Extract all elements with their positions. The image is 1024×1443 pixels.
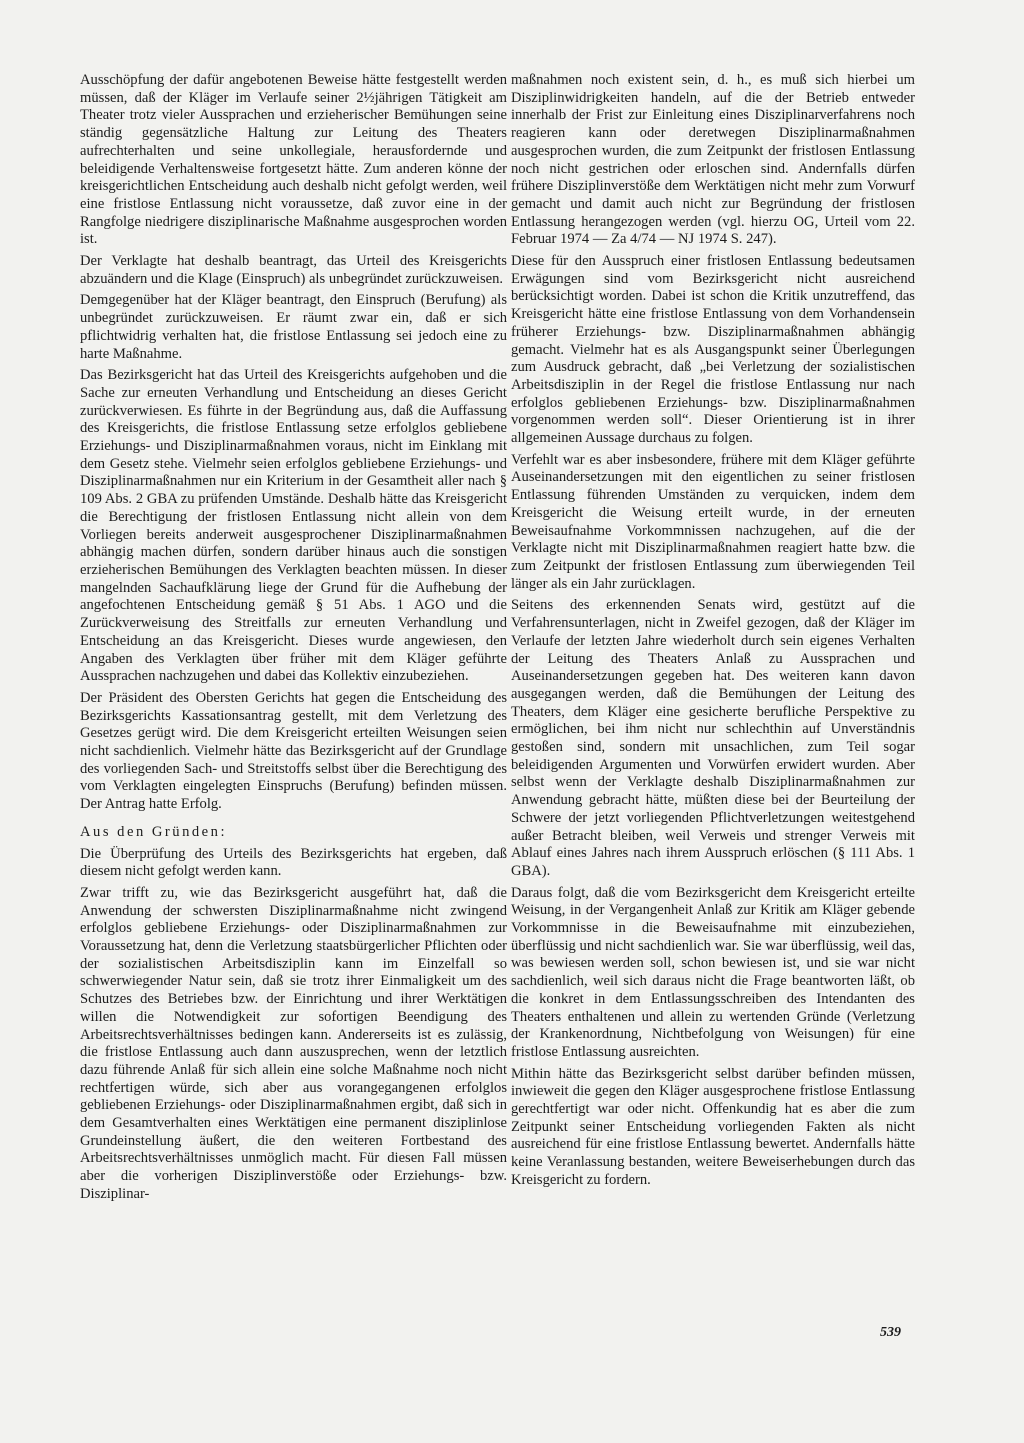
paragraph: Verfehlt war es aber insbesondere, frühere mit dem Kläger geführte Auseinandersetzungen mit den eigentlichen zu seiner fristlosen Entlassung führenden Umständen zu verquicken, indem dem Kreisgericht die Weisung erteilt wurde, in der erneuten Beweisaufnahme Vorkommnissen nachzugehen, auf die der Verklagte nicht mit Disziplinarmaßnahmen reagiert hatte bzw. die zum Zeitpunkt der fristlosen Entlassung zum überwiegenden Teil länger als ein Jahr zurücklagen. [511, 451, 915, 592]
paragraph: Das Bezirksgericht hat das Urteil des Kreisgerichts aufgehoben und die Sache zur erneuten Verhandlung und Entscheidung an dieses Gericht zurückverwiesen. Es führte in der Begründung aus, daß die Auffassung des Kreisgerichts, die fristlose Entlassung setze erfolglos gebliebene Erziehungs- und Disziplinarmaßnahmen voraus, nicht im Einklang mit dem Gesetz stehe. Vielmehr seien erfolglos gebliebene Erziehungs- und Disziplinarmaßnahmen nur ein Kriterium in der Gesamtheit aller nach § 109 Abs. 2 GBA zu prüfenden Umstände. Deshalb hätte das Kreisgericht die Berechtigung der fristlosen Entlassung nicht allein von dem Vorliegen bereits anderweit ausgesprochener Disziplinarmaßnahmen abhängig machen dürfen, sondern darüber hinaus auch die sonstigen erzieherischen Bemühungen des Verklagten beachten müssen. In dieser mangelnden Sachaufklärung liege der Grund für die Aufhebung der angefochtenen Entscheidung gemäß § 51 Abs. 1 AGO und die Zurückverweisung des Streitfalls zur erneuten Verhandlung und Entscheidung an das Kreisgericht. Dieses wurde angewiesen, den Angaben des Verklagten über früher mit dem Kläger geführte Aussprachen nachzugehen und dabei das Kollektiv einzubeziehen. [80, 367, 507, 685]
paragraph: Diese für den Ausspruch einer fristlosen Entlassung bedeutsamen Erwägungen sind vom Bezirksgericht nicht ausreichend berücksichtigt worden. Dabei ist schon die Kritik unzutreffend, das Kreisgericht hätte eine fristlose Entlassung von dem Vorhandensein früherer Erziehungs- bzw. Disziplinarmaßnahmen abhängig gemacht. Vielmehr hat es als Ausgangspunkt seiner Überlegungen zum Ausdruck gebracht, daß „bei Verletzung der sozialistischen Arbeitsdisziplin in der Regel die fristlose Entlassung nur nach erfolglos gebliebenen Erziehungs- bzw. Disziplinarmaßnahmen vorgenommen werden soll“. Dieser Orientierung ist in ihrer allgemeinen Aussage durchaus zu folgen. [511, 253, 915, 447]
section-heading: Aus den Gründen: [80, 823, 228, 840]
paragraph: maßnahmen noch existent sein, d. h., es muß sich hierbei um Disziplinwidrigkeiten handeln, auf die der Betrieb entweder innerhalb der Frist zur Einleitung eines Disziplinarverfahrens noch reagieren kann oder deretwegen Disziplinarmaßnahmen ausgesprochen wurden, die zum Zeitpunkt der fristlosen Entlassung noch nicht gestrichen oder erloschen sind. Andernfalls dürfen frühere Disziplinverstöße dem Werktätigen nicht mehr zum Vorwurf gemacht und damit auch nicht zur Begründung der fristlosen Entlassung herangezogen werden (vgl. hierzu OG, Urteil vom 22. Februar 1974 — Za 4/74 — NJ 1974 S. 247). [511, 72, 915, 248]
paragraph: Daraus folgt, daß die vom Bezirksgericht dem Kreisgericht erteilte Weisung, in der Vergangenheit Anlaß zur Kritik am Kläger gebende Vorkommnisse in die Beweisaufnahme mit einzubeziehen, überflüssig und nicht sachdienlich war. Sie war überflüssig, weil das, was bewiesen werden soll, schon bewiesen ist, und sie war nicht sachdienlich, weil sich daraus nicht die Frage beantworten läßt, ob die konkret in dem Entlassungsschreiben des Intendanten des Theaters enthaltenen und allein zu wertenden Gründe (Verletzung der Krankenordnung, Nichtbefolgung von Weisungen) für eine fristlose Entlassung ausreichten. [511, 884, 915, 1060]
page-number: 539 [880, 1325, 901, 1340]
paragraph: Mithin hätte das Bezirksgericht selbst darüber befinden müssen, inwieweit die gegen den Kläger ausgesprochene fristlose Entlassung gerechtfertigt war oder nicht. Offenkundig hat es aber die zum Zeitpunkt seiner Entscheidung vorliegenden Fakten als nicht ausreichend für eine fristlose Entlassung bewertet. Andernfalls hätte keine Veranlassung bestanden, weitere Beweiserhebungen durch das Kreisgericht zu fordern. [511, 1065, 915, 1188]
paragraph: Ausschöpfung der dafür angebotenen Beweise hätte festgestellt werden müssen, daß der Kläger im Verlaufe seiner 2½jährigen Tätigkeit am Theater trotz vieler Aussprachen und erzieherischer Bemühungen seine ständig gegensätzliche Haltung zur Leitung des Theaters aufrechterhalten und seine unkollegiale, herausfordernde und beleidigende Verhaltensweise fortgesetzt hätte. Zum anderen könne der kreisgerichtlichen Entscheidung auch deshalb nicht gefolgt werden, weil eine fristlose Entlassung nicht voraussetze, daß zuvor eine in der Rangfolge niedrigere disziplinarische Maßnahme ausgesprochen worden ist. [80, 72, 507, 248]
left-column [80, 72, 507, 1208]
paragraph: Demgegenüber hat der Kläger beantragt, den Einspruch (Berufung) als unbegründet zurückzuweisen. Er räumt zwar ein, daß er sich pflichtwidrig verhalten hat, die fristlose Entlassung sei jedoch eine zu harte Maßnahme. [80, 292, 507, 362]
paragraph: Der Verklagte hat deshalb beantragt, das Urteil des Kreisgerichts abzuändern und die Klage (Einspruch) als unbegründet zurückzuweisen. [80, 253, 507, 287]
right-column [511, 72, 915, 1194]
paragraph: Zwar trifft zu, wie das Bezirksgericht ausgeführt hat, daß die Anwendung der schwersten Disziplinarmaßnahme nicht zwingend erfolglos gebliebene Erziehungs- oder Disziplinarmaßnahmen zur Voraussetzung hat, denn die Verletzung staatsbürgerlicher Pflichten oder der sozialistischen Arbeitsdisziplin kann im Einzelfall so schwerwiegender Natur sein, daß sie trotz ihrer Einmaligkeit um des Schutzes des Betriebes bzw. der Einrichtung und ihrer Werktätigen willen die Notwendigkeit zur sofortigen Beendigung des Arbeitsrechtsverhältnisses bedingen kann. Andererseits ist es zulässig, die fristlose Entlassung auch dann auszusprechen, wenn der letztlich dazu führende Anlaß für sich allein eine solche Maßnahme noch nicht rechtfertigen würde, sich aber aus vorangegangenen erfolglos gebliebenen Erziehungs- oder Disziplinarmaßnahmen ergibt, daß sich in dem Gesamtverhalten eines Werktätigen eine permanent disziplinlose Grundeinstellung äußert, die den weiteren Fortbestand des Arbeitsrechtsverhältnisses unmöglich macht. Für diesen Fall müssen aber die vorherigen Disziplinverstöße oder Erziehungs- bzw. Disziplinar- [80, 884, 507, 1202]
paragraph: Seitens des erkennenden Senats wird, gestützt auf die Verfahrensunterlagen, nicht in Zweifel gezogen, daß der Kläger im Verlaufe der letzten Jahre wiederholt durch sein eigenes Verhalten der Leitung des Theaters Anlaß zu Aussprachen und Auseinandersetzungen gegeben hat. Des weiteren kann davon ausgegangen werden, daß die Bemühungen der Leitung des Theaters, dem Kläger eine gesicherte berufliche Perspektive zu ermöglichen, bei ihm nicht nur schlechthin auf Unverständnis gestoßen sind, sondern mit unsachlichen, zum Teil sogar beleidigenden Argumenten und Vorwürfen erwidert wurden. Aber selbst wenn der Verklagte deshalb Disziplinarmaßnahmen zur Anwendung gebracht hätte, müßten diese bei der Beurteilung der Schwere der jetzt vorliegenden Pflichtverletzungen weitestgehend außer Betracht bleiben, weil Verweis und strenger Verweis mit Ablauf eines Jahres nach ihrem Ausspruch erlöschen (§ 111 Abs. 1 GBA). [511, 597, 915, 879]
paragraph: Die Überprüfung des Urteils des Bezirksgerichts hat ergeben, daß diesem nicht gefolgt werden kann. [80, 845, 507, 880]
paragraph: Der Präsident des Obersten Gerichts hat gegen die Entscheidung des Bezirksgerichts Kassationsantrag gestellt, mit dem Verletzung des Gesetzes gerügt wird. Die dem Kreisgericht erteilten Weisungen seien nicht sachdienlich. Vielmehr hätte das Bezirksgericht auf der Grundlage des vorliegenden Sach- und Streitstoffs selbst über die Berechtigung des vom Verklagten eingelegten Einspruchs (Berufung) befinden müssen. Der Antrag hatte Erfolg. [80, 689, 507, 813]
